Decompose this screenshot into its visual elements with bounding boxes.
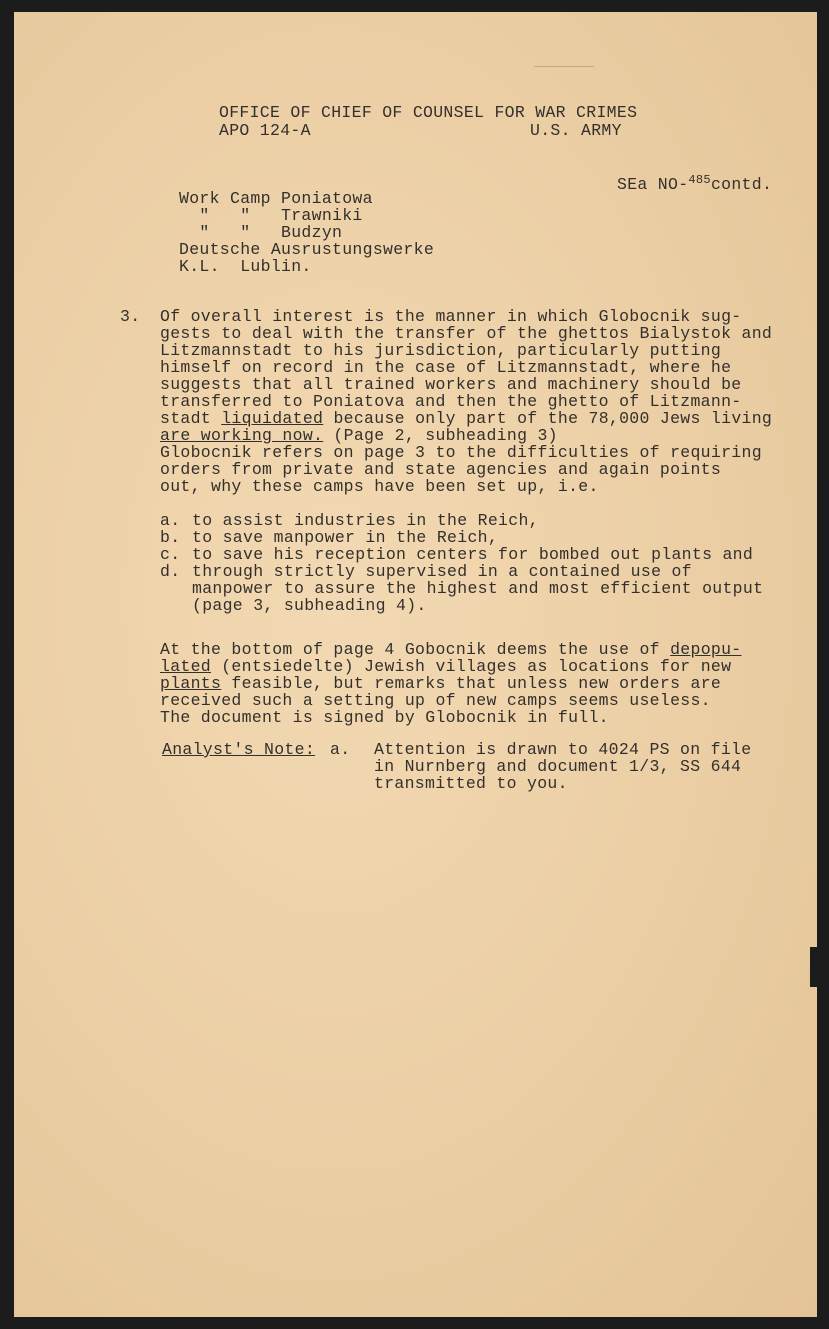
work-camp-line: K.L. Lublin.	[179, 257, 312, 276]
document-page	[14, 12, 817, 1317]
section-line: out, why these camps have been set up, i.e.	[160, 477, 599, 496]
work-camp-line: " " Trawniki	[179, 206, 363, 225]
reason-letter: b.	[160, 528, 181, 547]
analyst-note-line: in Nurnberg and document 1/3, SS 644	[374, 757, 742, 776]
reason-text: to save his reception centers for bombed out plants and	[192, 545, 754, 564]
bottom-para-line	[160, 641, 742, 658]
section-number: 3.	[120, 307, 141, 326]
section-line	[160, 410, 772, 427]
underlined-text: lated	[160, 657, 212, 676]
bottom-para-line: received such a setting up of new camps seems useless.	[160, 691, 711, 710]
doc-ref-suffix: contd.	[710, 175, 773, 194]
underlined-text: plants	[160, 674, 222, 693]
section-line: Of overall interest is the manner in which Globocnik sug-	[160, 307, 742, 326]
section-text: (Page 2, subheading 3)	[323, 426, 558, 445]
reason-text: manpower to assure the highest and most efficient output	[192, 579, 764, 598]
paper-edge-notch	[810, 947, 817, 987]
doc-ref-number: 485	[688, 173, 711, 187]
section-line: Globocnik refers on page 3 to the difficulties of requiring	[160, 443, 762, 462]
section-line: transferred to Poniatova and then the ghetto of Litzmann-	[160, 392, 742, 411]
reason-letter: a.	[160, 511, 181, 530]
underlined-text: liquidated	[221, 409, 324, 428]
section-line: himself on record in the case of Litzmannstadt, where he	[160, 358, 732, 377]
faint-pencil-mark	[534, 66, 594, 67]
apo-number: APO 124-A	[219, 121, 311, 140]
bottom-text: At the bottom of page 4 Gobocnik deems the use of	[160, 640, 671, 659]
section-text: stadt	[160, 409, 222, 428]
work-camp-line: Deutsche Ausrustungswerke	[179, 240, 435, 259]
reason-text: through strictly supervised in a contained use of	[192, 562, 692, 581]
bottom-para-line	[160, 675, 721, 692]
reason-text: to save manpower in the Reich,	[192, 528, 499, 547]
army-label: U.S. ARMY	[530, 121, 622, 140]
bottom-text: feasible, but remarks that unless new orders are	[221, 674, 722, 693]
analyst-note-line: transmitted to you.	[374, 774, 568, 793]
work-camp-line: " " Budzyn	[179, 223, 343, 242]
bottom-text: (entsiedelte) Jewish villages as locations for new	[211, 657, 732, 676]
section-line: orders from private and state agencies and again points	[160, 460, 722, 479]
doc-ref-prefix: SEa NO-	[617, 175, 689, 194]
office-heading: OFFICE OF CHIEF OF COUNSEL FOR WAR CRIMES	[219, 103, 638, 122]
bottom-para-line	[160, 658, 731, 675]
section-line: Litzmannstadt to his jurisdiction, particularly putting	[160, 341, 722, 360]
bottom-para-line: The document is signed by Globocnik in full.	[160, 708, 609, 727]
reason-text: to assist industries in the Reich,	[192, 511, 539, 530]
document-reference	[617, 172, 772, 193]
work-camp-line: Work Camp Poniatowa	[179, 189, 373, 208]
analyst-note-line: Attention is drawn to 4024 PS on file	[374, 740, 752, 759]
section-line: gests to deal with the transfer of the ghettos Bialystok and	[160, 324, 773, 343]
section-text: because only part of the 78,000 Jews living	[323, 409, 773, 428]
reason-text: (page 3, subheading 4).	[192, 596, 427, 615]
underlined-text: depopu-	[670, 640, 742, 659]
analyst-note-label: Analyst's Note:	[162, 740, 316, 759]
underlined-text: are working now.	[160, 426, 324, 445]
analyst-note-letter: a.	[330, 740, 351, 759]
reason-letter: d.	[160, 562, 181, 581]
reason-letter: c.	[160, 545, 181, 564]
section-line: suggests that all trained workers and machinery should be	[160, 375, 742, 394]
section-line	[160, 427, 558, 444]
